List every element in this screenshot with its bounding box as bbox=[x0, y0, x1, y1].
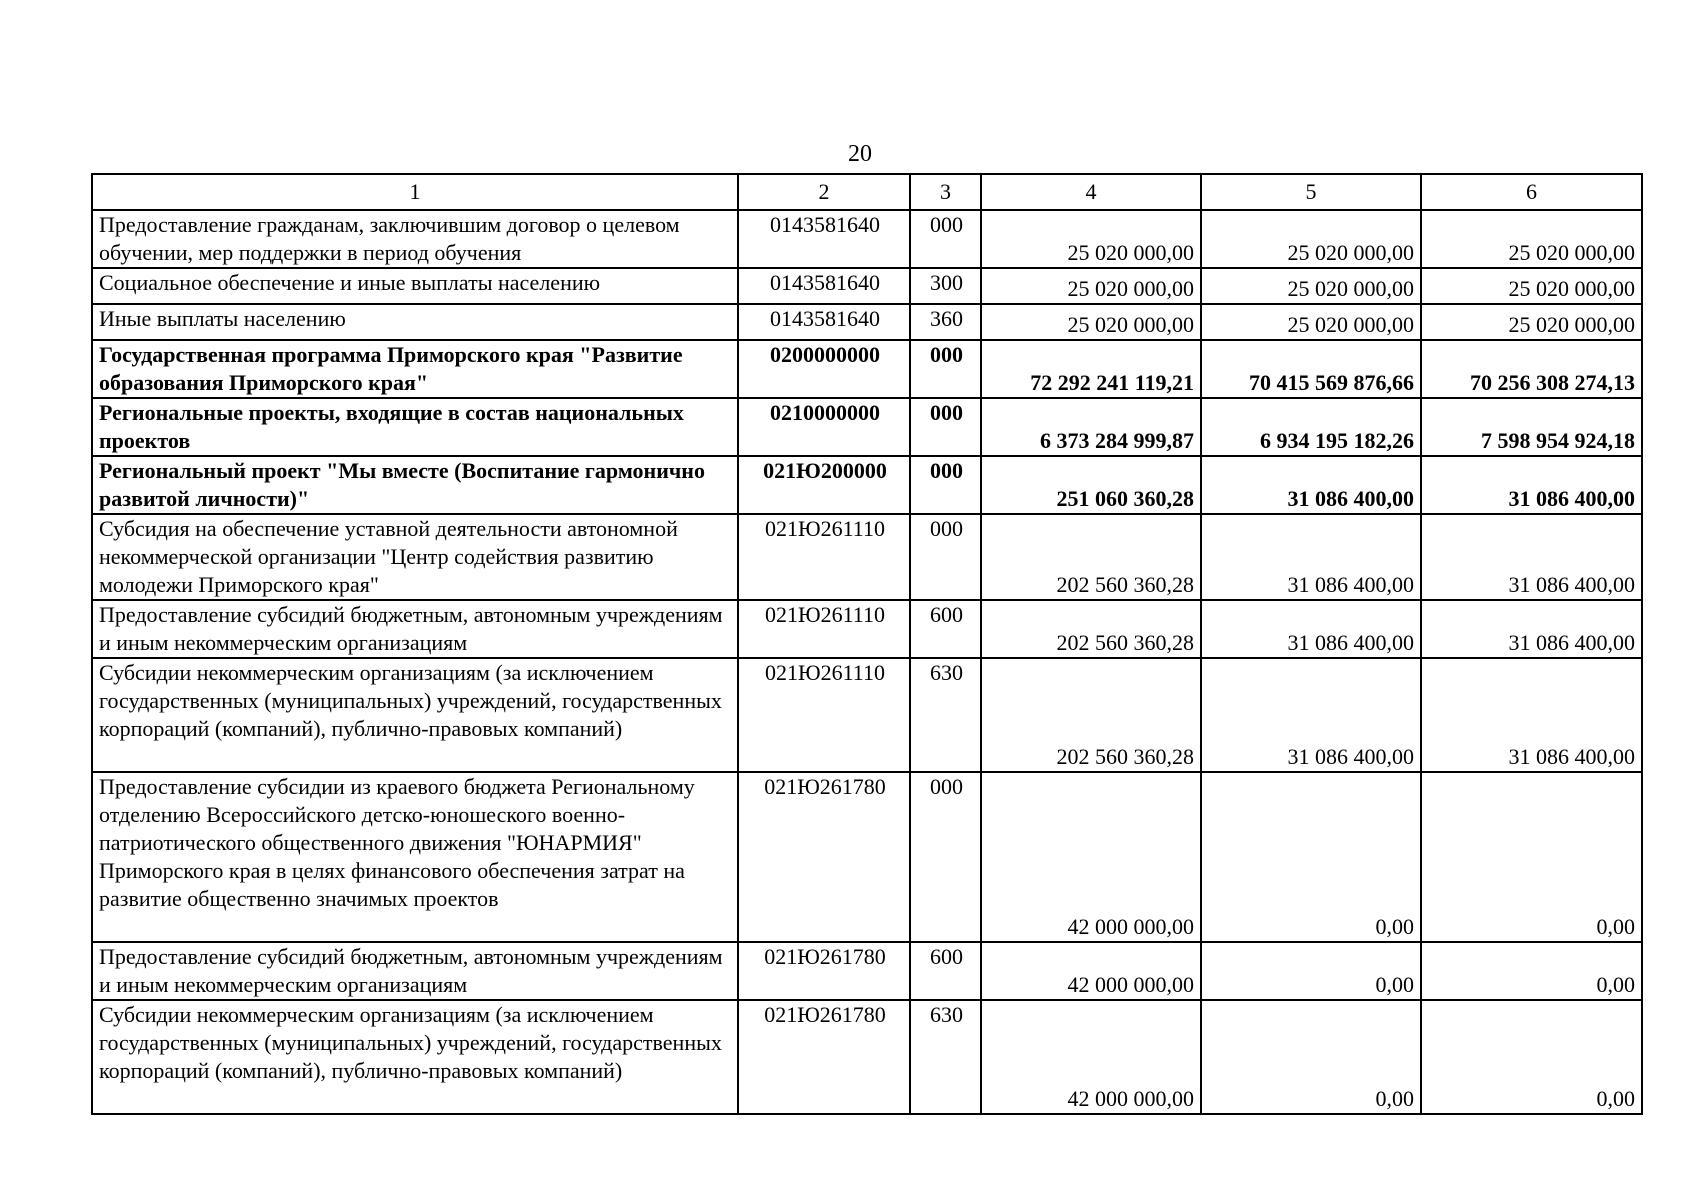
row-kind: 000 bbox=[910, 456, 981, 514]
row-code: 0143581640 bbox=[738, 268, 910, 304]
row-code: 021Ю200000 bbox=[738, 456, 910, 514]
row-value: 25 020 000,00 bbox=[981, 210, 1201, 268]
row-value: 202 560 360,28 bbox=[981, 514, 1201, 600]
row-name: Социальное обеспечение и иные выплаты населению bbox=[92, 268, 738, 304]
column-header: 6 bbox=[1421, 174, 1642, 210]
row-value: 31 086 400,00 bbox=[1421, 658, 1642, 772]
row-code: 021Ю261780 bbox=[738, 942, 910, 1000]
table-row bbox=[92, 942, 1642, 1000]
row-kind: 630 bbox=[910, 1000, 981, 1114]
row-value: 6 934 195 182,26 bbox=[1201, 398, 1421, 456]
row-value: 0,00 bbox=[1421, 942, 1642, 1000]
table-row bbox=[92, 658, 1642, 772]
row-kind: 360 bbox=[910, 304, 981, 340]
table-row bbox=[92, 772, 1642, 942]
row-value: 0,00 bbox=[1201, 1000, 1421, 1114]
row-name: Субсидии некоммерческим организациям (за исключением государственных (муниципальных) учреждений, государственных корпораций (компаний), публично-правовых компаний) bbox=[92, 1000, 738, 1114]
row-code: 0200000000 bbox=[738, 340, 910, 398]
row-name: Предоставление субсидий бюджетным, автономным учреждениям и иным некоммерческим организациям bbox=[92, 600, 738, 658]
row-value: 70 415 569 876,66 bbox=[1201, 340, 1421, 398]
row-name: Государственная программа Приморского края "Развитие образования Приморского края" bbox=[92, 340, 738, 398]
row-name: Субсидия на обеспечение уставной деятельности автономной некоммерческой организации "Центр содействия развитию молодежи Приморского края" bbox=[92, 514, 738, 600]
column-header: 4 bbox=[981, 174, 1201, 210]
row-value: 31 086 400,00 bbox=[1201, 600, 1421, 658]
row-name: Региональные проекты, входящие в состав национальных проектов bbox=[92, 398, 738, 456]
table-row bbox=[92, 268, 1642, 304]
row-name: Предоставление гражданам, заключившим договор о целевом обучении, мер поддержки в период обучения bbox=[92, 210, 738, 268]
row-name: Региональный проект "Мы вместе (Воспитание гармонично развитой личности)" bbox=[92, 456, 738, 514]
column-header: 5 bbox=[1201, 174, 1421, 210]
table-row bbox=[92, 304, 1642, 340]
row-value: 202 560 360,28 bbox=[981, 658, 1201, 772]
row-code: 021Ю261110 bbox=[738, 600, 910, 658]
table-row bbox=[92, 514, 1642, 600]
row-value: 25 020 000,00 bbox=[1201, 210, 1421, 268]
table-row bbox=[92, 1000, 1642, 1114]
row-value: 202 560 360,28 bbox=[981, 600, 1201, 658]
row-kind: 600 bbox=[910, 942, 981, 1000]
row-value: 31 086 400,00 bbox=[1421, 514, 1642, 600]
row-value: 25 020 000,00 bbox=[1421, 268, 1642, 304]
row-value: 25 020 000,00 bbox=[1201, 268, 1421, 304]
row-code: 0143581640 bbox=[738, 210, 910, 268]
row-kind: 630 bbox=[910, 658, 981, 772]
row-value: 25 020 000,00 bbox=[981, 268, 1201, 304]
row-code: 021Ю261780 bbox=[738, 1000, 910, 1114]
row-kind: 600 bbox=[910, 600, 981, 658]
row-kind: 300 bbox=[910, 268, 981, 304]
table-row bbox=[92, 600, 1642, 658]
row-value: 42 000 000,00 bbox=[981, 942, 1201, 1000]
row-name: Субсидии некоммерческим организациям (за исключением государственных (муниципальных) учреждений, государственных корпораций (компаний), публично-правовых компаний) bbox=[92, 658, 738, 772]
row-code: 021Ю261780 bbox=[738, 772, 910, 942]
row-name: Предоставление субсидии из краевого бюджета Региональному отделению Всероссийского детско-юношеского военно-патриотического общественного движения "ЮНАРМИЯ" Приморского края в целях финансового обеспечения затрат на развитие общественно значимых проектов bbox=[92, 772, 738, 942]
row-code: 021Ю261110 bbox=[738, 514, 910, 600]
row-value: 31 086 400,00 bbox=[1201, 456, 1421, 514]
row-value: 70 256 308 274,13 bbox=[1421, 340, 1642, 398]
row-value: 31 086 400,00 bbox=[1421, 600, 1642, 658]
row-value: 31 086 400,00 bbox=[1201, 658, 1421, 772]
row-name: Предоставление субсидий бюджетным, автономным учреждениям и иным некоммерческим организациям bbox=[92, 942, 738, 1000]
row-value: 31 086 400,00 bbox=[1421, 456, 1642, 514]
table-header-row bbox=[92, 174, 1642, 210]
column-header: 2 bbox=[738, 174, 910, 210]
row-value: 42 000 000,00 bbox=[981, 1000, 1201, 1114]
row-code: 0143581640 bbox=[738, 304, 910, 340]
page-number: 20 bbox=[848, 141, 872, 167]
budget-table-body bbox=[92, 174, 1642, 1114]
row-value: 6 373 284 999,87 bbox=[981, 398, 1201, 456]
row-kind: 000 bbox=[910, 210, 981, 268]
row-value: 25 020 000,00 bbox=[1421, 304, 1642, 340]
row-value: 42 000 000,00 bbox=[981, 772, 1201, 942]
row-kind: 000 bbox=[910, 514, 981, 600]
column-header: 3 bbox=[910, 174, 981, 210]
row-value: 0,00 bbox=[1421, 772, 1642, 942]
row-name: Иные выплаты населению bbox=[92, 304, 738, 340]
table-row bbox=[92, 456, 1642, 514]
row-kind: 000 bbox=[910, 398, 981, 456]
row-value: 25 020 000,00 bbox=[981, 304, 1201, 340]
table-row bbox=[92, 398, 1642, 456]
row-value: 7 598 954 924,18 bbox=[1421, 398, 1642, 456]
column-header: 1 bbox=[92, 174, 738, 210]
row-code: 021Ю261110 bbox=[738, 658, 910, 772]
table-row bbox=[92, 210, 1642, 268]
row-value: 25 020 000,00 bbox=[1201, 304, 1421, 340]
table-row bbox=[92, 340, 1642, 398]
row-value: 31 086 400,00 bbox=[1201, 514, 1421, 600]
row-value: 0,00 bbox=[1201, 772, 1421, 942]
row-value: 72 292 241 119,21 bbox=[981, 340, 1201, 398]
row-value: 25 020 000,00 bbox=[1421, 210, 1642, 268]
row-code: 0210000000 bbox=[738, 398, 910, 456]
row-kind: 000 bbox=[910, 772, 981, 942]
row-value: 251 060 360,28 bbox=[981, 456, 1201, 514]
row-kind: 000 bbox=[910, 340, 981, 398]
row-value: 0,00 bbox=[1201, 942, 1421, 1000]
budget-table bbox=[91, 173, 1643, 1115]
row-value: 0,00 bbox=[1421, 1000, 1642, 1114]
